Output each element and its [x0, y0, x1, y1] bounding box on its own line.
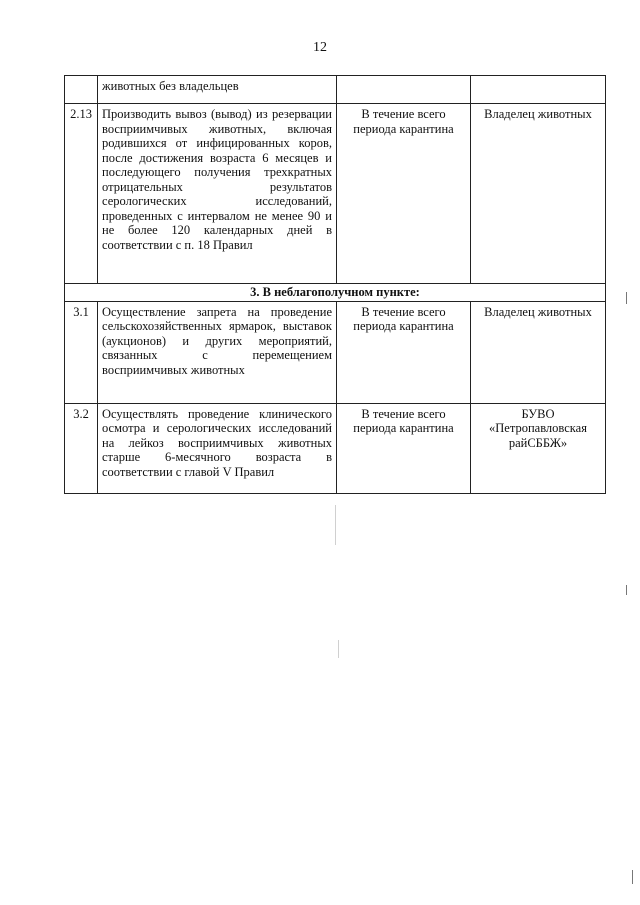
- section-heading: 3. В неблагополучном пункте:: [65, 284, 606, 302]
- row-number: 2.13: [65, 104, 98, 284]
- measure-responsible: Владелец животных: [471, 301, 606, 403]
- scan-mark: [335, 505, 336, 545]
- measure-description: Осуществление запрета на проведение сельскохозяйственных ярмарок, выставок (аукционов) и других мероприятий, связанных с перемещением восприимчивых животных: [98, 301, 337, 403]
- measure-responsible: [471, 76, 606, 104]
- table-row: [65, 76, 606, 104]
- scan-mark: [626, 292, 627, 304]
- table-row: [65, 104, 606, 284]
- section-heading-row: [65, 284, 606, 302]
- scan-mark: [632, 870, 633, 884]
- measure-timeframe: В течение всего периода карантина: [337, 301, 471, 403]
- measure-timeframe: В течение всего периода карантина: [337, 403, 471, 493]
- row-number: 3.2: [65, 403, 98, 493]
- page-number: 12: [313, 40, 327, 55]
- row-number: 3.1: [65, 301, 98, 403]
- table-row: [65, 301, 606, 403]
- scan-mark: [626, 585, 627, 595]
- measure-description: Производить вывоз (вывод) из резервации восприимчивых животных, включая родившихся от инфицированных коров, после достижения возраста 6 месяцев и последующего получения трехкратных отрицательных результатов серологических исследований, проведенных с интервалом не менее 90 и не более 120 календарных дней в соответствии с п. 18 Правил: [98, 104, 337, 284]
- measure-timeframe: В течение всего периода карантина: [337, 104, 471, 284]
- row-number: [65, 76, 98, 104]
- measures-table: [64, 75, 606, 494]
- table-row: [65, 403, 606, 493]
- measure-responsible: Владелец животных: [471, 104, 606, 284]
- measure-timeframe: [337, 76, 471, 104]
- scan-mark: [338, 640, 339, 658]
- measure-responsible: БУВО «Петропавловская райСББЖ»: [471, 403, 606, 493]
- measure-description: Осуществлять проведение клинического осмотра и серологических исследований на лейкоз восприимчивых животных старше 6-месячного возраста в соответствии с главой V Правил: [98, 403, 337, 493]
- measure-description: животных без владельцев: [98, 76, 337, 104]
